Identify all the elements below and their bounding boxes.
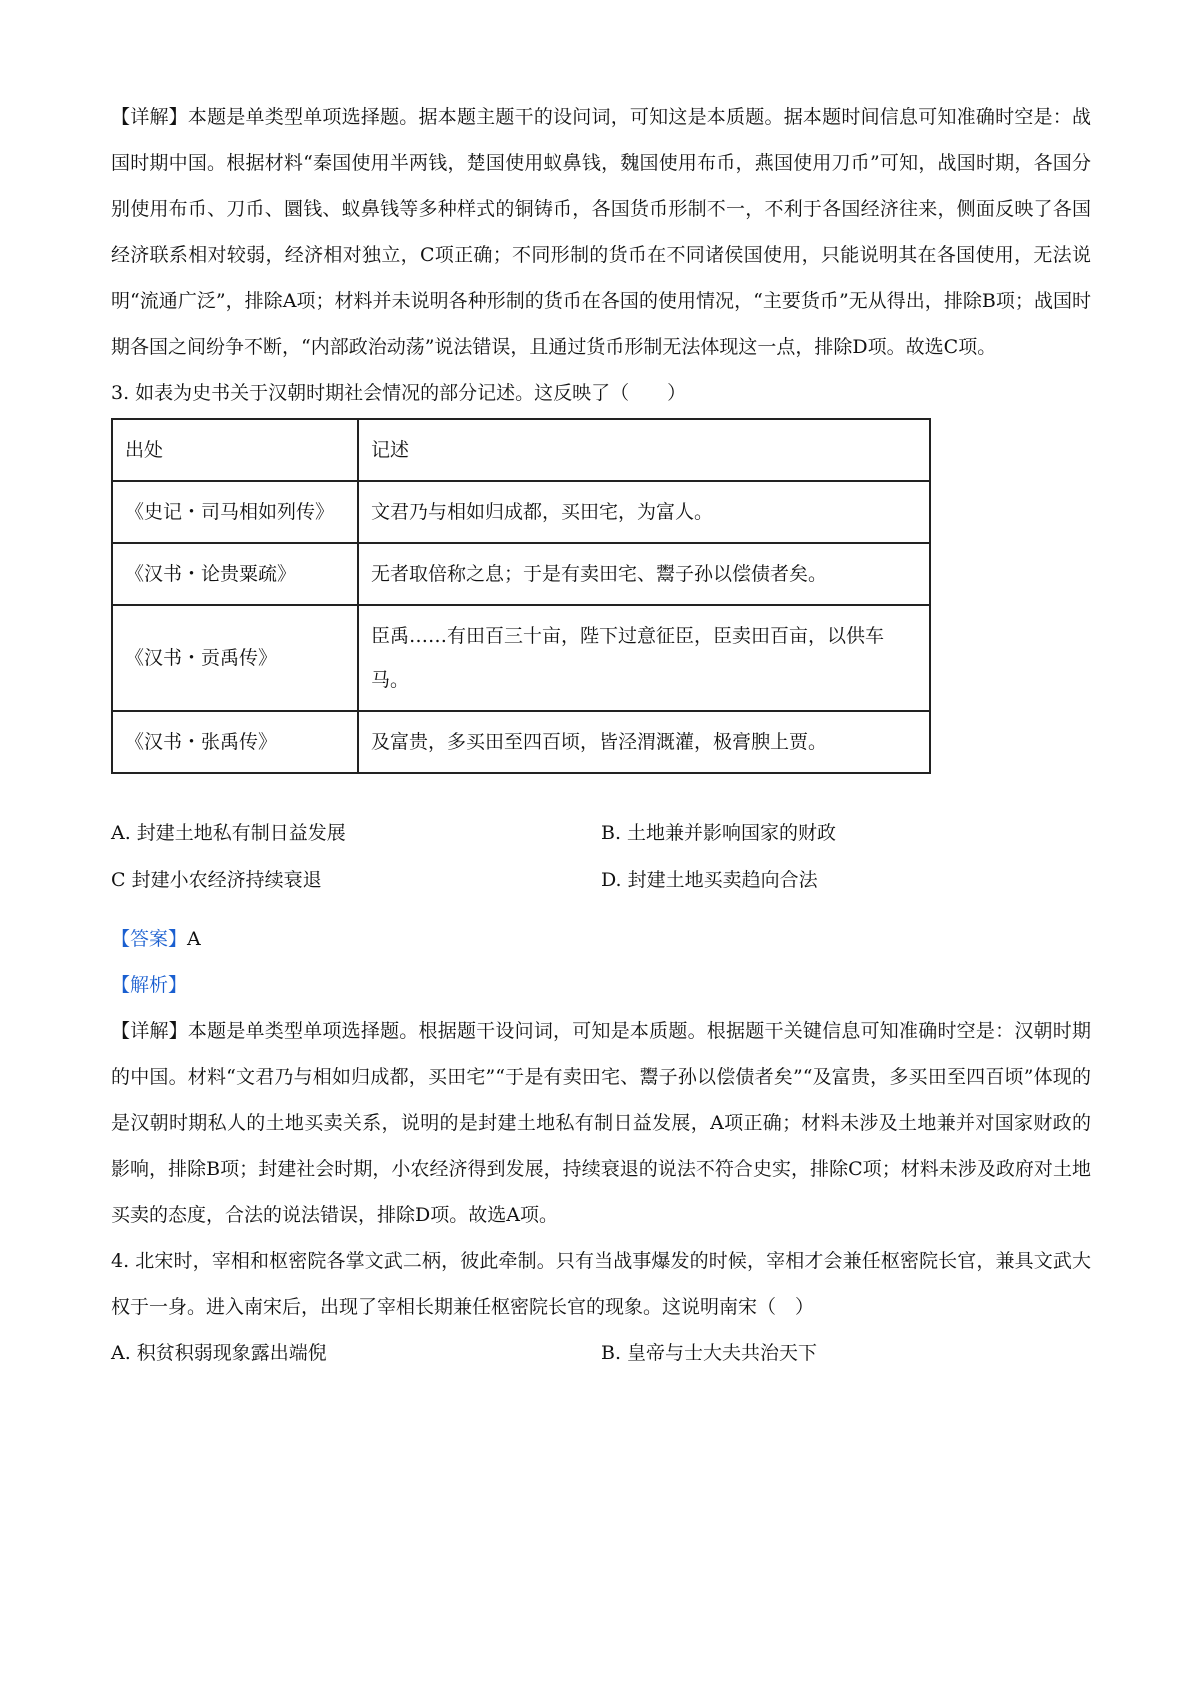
- q3-source-table: [111, 418, 931, 774]
- table-row: [112, 711, 930, 773]
- option-a: A. 积贫积弱现象露出端倪: [111, 1342, 327, 1364]
- option-a: A. 封建土地私有制日益发展: [111, 822, 346, 844]
- table-row: [112, 481, 930, 543]
- table-row: [112, 543, 930, 605]
- table-header-row: [112, 419, 930, 481]
- table-header-cell: 记述: [358, 419, 930, 481]
- analysis-label: 【解析】: [111, 974, 188, 996]
- answer-label: 【答案】: [111, 928, 188, 950]
- table-cell-source: 《汉书・贡禹传》: [112, 605, 358, 711]
- table-header-cell: 出处: [112, 419, 358, 481]
- table-row: [112, 605, 930, 711]
- document-page: [111, 94, 1091, 1377]
- option-b: B. 皇帝与士大夫共治天下: [601, 1342, 818, 1364]
- option-c: C 封建小农经济持续衰退: [111, 869, 322, 891]
- table-cell-record: 文君乃与相如归成都，买田宅，为富人。: [358, 481, 930, 543]
- table-cell-source: 《汉书・张禹传》: [112, 711, 358, 773]
- q3-options: [111, 810, 1091, 904]
- q3-detail: 【详解】本题是单类型单项选择题。根据题干设问词，可知是本质题。根据题干关键信息可知准确时空是：汉朝时期的中国。材料“文君乃与相如归成都，买田宅”“于是有卖田宅、鬻子孙以偿债者矣”“及富贵，多买田至四百顷”体现的是汉朝时期私人的土地买卖关系，说明的是封建土地私有制日益发展，A项正确；材料未涉及土地兼并对国家财政的影响，排除B项；封建社会时期，小农经济得到发展，持续衰退的说法不符合史实，排除C项；材料未涉及政府对土地买卖的态度，合法的说法错误，排除D项。故选A项。: [111, 1020, 1091, 1226]
- option-d: D. 封建土地买卖趋向合法: [601, 869, 818, 891]
- q4-stem: 4. 北宋时，宰相和枢密院各掌文武二柄，彼此牵制。只有当战事爆发的时候，宰相才会兼任枢密院长官，兼具文武大权于一身。进入南宋后，出现了宰相长期兼任枢密院长官的现象。这说明南宋（ ）: [111, 1250, 1091, 1318]
- table-cell-source: 《汉书・论贵粟疏》: [112, 543, 358, 605]
- answer-value: A: [187, 928, 201, 950]
- table-cell-source: 《史记・司马相如列传》: [112, 481, 358, 543]
- table-cell-record: 臣禹……有田百三十亩，陛下过意征臣，臣卖田百亩，以供车马。: [358, 605, 930, 711]
- option-b: B. 土地兼并影响国家的财政: [601, 822, 837, 844]
- q3-answer: [111, 916, 1091, 962]
- q2-detail: 【详解】本题是单类型单项选择题。据本题主题干的设问词，可知这是本质题。据本题时间信息可知准确时空是：战国时期中国。根据材料“秦国使用半两钱，楚国使用蚁鼻钱，魏国使用布币，燕国使用刀币”可知，战国时期，各国分别使用布币、刀币、圜钱、蚁鼻钱等多种样式的铜铸币，各国货币形制不一，不利于各国经济往来，侧面反映了各国经济联系相对较弱，经济相对独立，C项正确；不同形制的货币在不同诸侯国使用，只能说明其在各国使用，无法说明“流通广泛”，排除A项；材料并未说明各种形制的货币在各国的使用情况，“主要货币”无从得出，排除B项；战国时期各国之间纷争不断，“内部政治动荡”说法错误，且通过货币形制无法体现这一点，排除D项。故选C项。: [111, 106, 1091, 358]
- q4-options: [111, 1330, 1091, 1377]
- table-cell-record: 无者取倍称之息；于是有卖田宅、鬻子孙以偿债者矣。: [358, 543, 930, 605]
- q3-stem: 3. 如表为史书关于汉朝时期社会情况的部分记述。这反映了（ ）: [111, 382, 687, 404]
- table-cell-record: 及富贵，多买田至四百顷，皆泾渭溉灌，极膏腴上贾。: [358, 711, 930, 773]
